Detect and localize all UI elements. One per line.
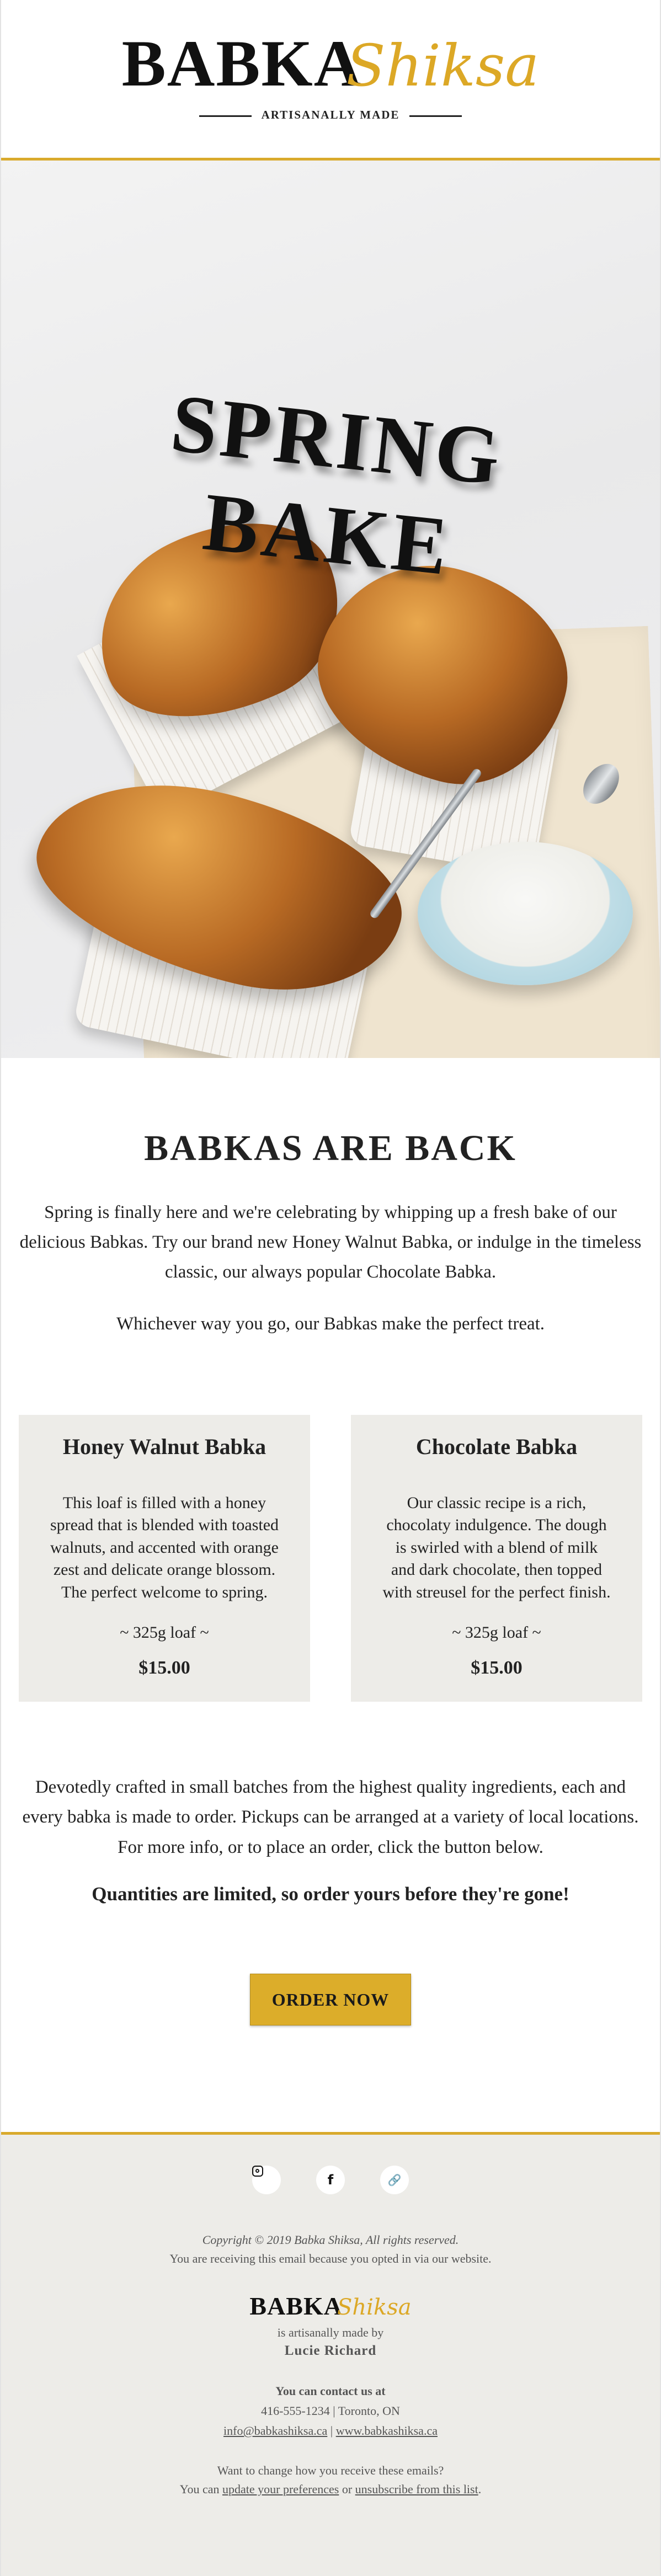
limited-quantity-note: Quantities are limited, so order yours before they're gone!	[92, 1883, 569, 1905]
product-price: $15.00	[471, 1657, 523, 1678]
prefs-or: or	[342, 2482, 353, 2496]
facebook-icon[interactable]	[316, 2166, 345, 2194]
intro-section	[1, 1058, 660, 1339]
hero-title: SPRING BAKE	[167, 377, 508, 593]
optin-notice: You are receiving this email because you opted in via our website.	[169, 2252, 492, 2265]
facebook-glyph: f	[327, 2172, 334, 2188]
copyright-text: Copyright © 2019 Babka Shiksa, All rights reserved.	[202, 2233, 459, 2247]
product-size: ~ 325g loaf ~	[120, 1623, 209, 1642]
social-links	[1, 2166, 660, 2194]
outro-section	[1, 1772, 660, 2025]
link-icon[interactable]	[380, 2166, 409, 2194]
contact-links	[1, 2424, 660, 2438]
product-description: This loaf is filled with a honey spread that is blended with toasted walnuts, and accented with orange zest and delicate orange blossom. The perfect welcome to spring.	[50, 1493, 279, 1601]
logo-wordmark: BABKA	[121, 26, 363, 100]
logo-script: Shiksa	[346, 32, 540, 99]
preferences-line	[1, 2482, 660, 2497]
preferences-heading: Want to change how you receive these emails?	[217, 2463, 444, 2477]
footer-logo	[1, 2294, 660, 2319]
maker-name: Lucie Richard	[284, 2343, 377, 2358]
contact-phone-location: 416-555-1234 | Toronto, ON	[261, 2404, 400, 2418]
email-header	[1, 0, 660, 161]
order-now-button[interactable]: ORDER NOW	[250, 1974, 411, 2025]
link-glyph: 🔗	[387, 2173, 402, 2187]
product-cards	[1, 1415, 660, 1702]
brand-logo	[1, 26, 660, 100]
contact-separator: |	[330, 2424, 333, 2438]
update-preferences-link[interactable]: update your preferences	[222, 2482, 339, 2496]
unsubscribe-link[interactable]: unsubscribe from this list	[355, 2482, 478, 2496]
footer-logo-script: Shiksa	[337, 2295, 412, 2320]
instagram-icon[interactable]	[252, 2166, 281, 2194]
prefs-prefix: You can	[179, 2482, 220, 2496]
website-link[interactable]: www.babkashiksa.ca	[335, 2424, 438, 2438]
product-title: Chocolate Babka	[415, 1434, 578, 1459]
prefs-suffix: .	[478, 2482, 482, 2496]
product-card-chocolate	[351, 1415, 642, 1702]
product-card-honey-walnut	[19, 1415, 310, 1702]
section-heading: BABKAS ARE BACK	[144, 1128, 517, 1168]
email-footer	[1, 2132, 660, 2576]
intro-paragraph-2: Whichever way you go, our Babkas make the perfect treat.	[116, 1313, 545, 1334]
product-price: $15.00	[138, 1657, 190, 1678]
product-description: Our classic recipe is a rich, chocolaty indulgence. The dough is swirled with a blend of milk and dark chocolate, then topped with streusel for the perfect finish.	[382, 1493, 611, 1601]
outro-paragraph: Devotedly crafted in small batches from the highest quality ingredients, each and every babka is made to order. Pickups can be arranged at a variety of local locations. For more info, or to place an order, click the button below.	[22, 1777, 639, 1857]
intro-paragraph: Spring is finally here and we're celebrating by whipping up a fresh bake of our delicious Babkas. Try our brand new Honey Walnut Babka, or indulge in the timeless classic, our always popular Chocolate Babka.	[19, 1202, 642, 1282]
email-link[interactable]: info@babkashiksa.ca	[223, 2424, 328, 2438]
contact-heading: You can contact us at	[275, 2384, 386, 2398]
hero-image	[1, 161, 660, 1058]
made-by-text: is artisanally made by	[277, 2326, 384, 2339]
glaze-bowl	[418, 842, 633, 985]
tagline: ARTISANALLY MADE	[1, 108, 660, 122]
product-size: ~ 325g loaf ~	[452, 1623, 541, 1642]
product-title: Honey Walnut Babka	[62, 1434, 266, 1459]
footer-logo-wordmark: BABKA	[249, 2292, 343, 2320]
